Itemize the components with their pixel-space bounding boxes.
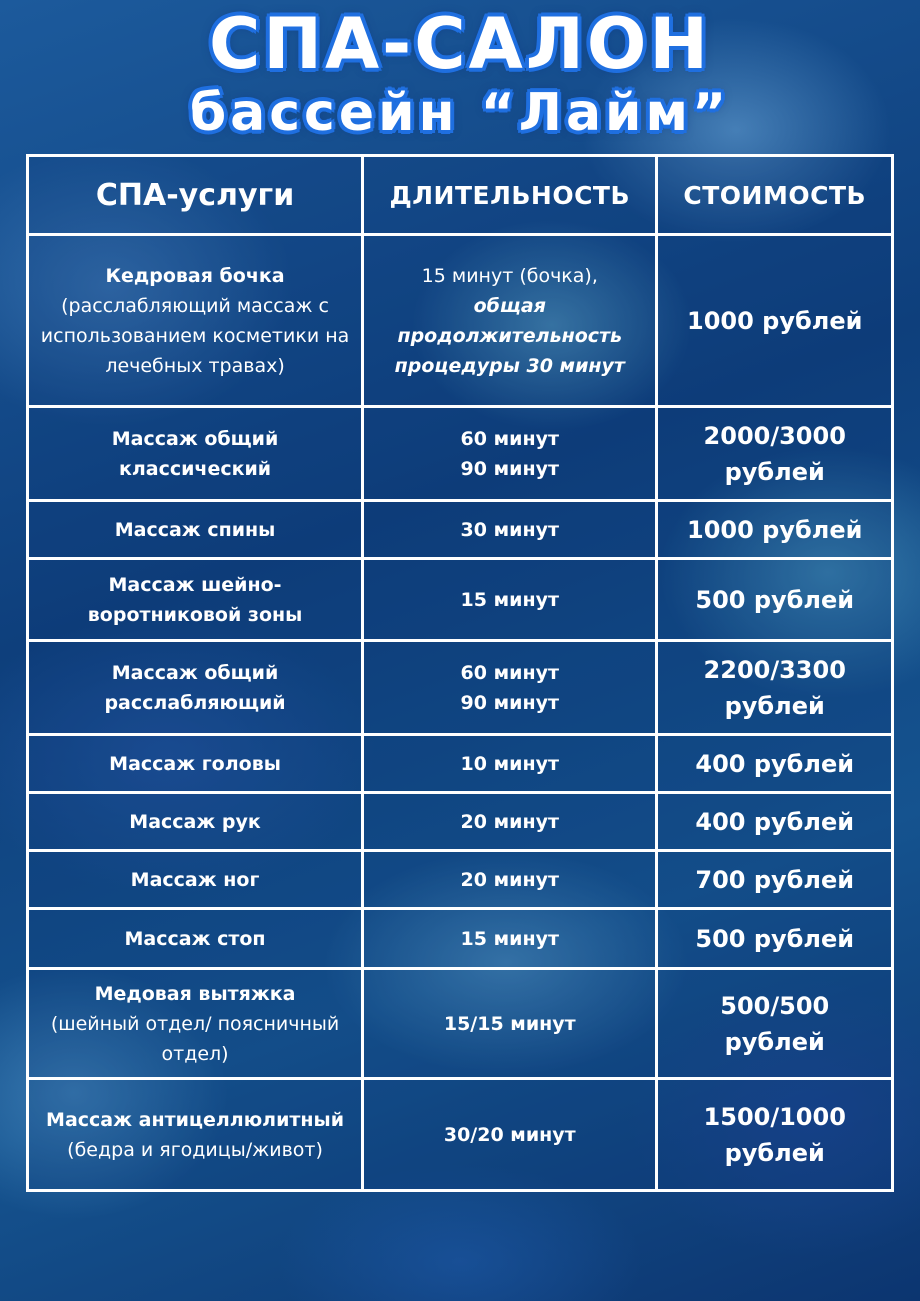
price-value: 700 рублей bbox=[695, 865, 855, 894]
service-cell bbox=[28, 641, 363, 735]
duration-value: 20 минут bbox=[460, 868, 559, 891]
price-cell bbox=[657, 969, 893, 1079]
price-cell bbox=[657, 793, 893, 851]
duration-cell bbox=[363, 407, 657, 501]
table-row bbox=[28, 851, 893, 909]
service-cell bbox=[28, 735, 363, 793]
service-cell bbox=[28, 501, 363, 559]
duration-cell bbox=[363, 559, 657, 641]
duration-cell bbox=[363, 969, 657, 1079]
service-name: Массаж шейно-воротниковой зоны bbox=[87, 573, 303, 626]
service-name: Массаж общий классический bbox=[111, 427, 279, 480]
duration-value: 30/20 минут bbox=[443, 1123, 576, 1146]
price-value: 2000/3000 рублей bbox=[703, 421, 846, 486]
price-table bbox=[26, 154, 894, 1192]
service-name: Кедровая бочка bbox=[105, 264, 285, 287]
duration-cell bbox=[363, 851, 657, 909]
duration-cell bbox=[363, 235, 657, 407]
price-value: 1000 рублей bbox=[687, 515, 863, 544]
column-header-price: СТОИМОСТЬ bbox=[657, 156, 893, 235]
duration-cell bbox=[363, 641, 657, 735]
duration-value: 30 минут bbox=[460, 518, 559, 541]
service-note: (шейный отдел/ поясничный отдел) bbox=[50, 1012, 340, 1065]
duration-note: общая продолжительность процедуры 30 минут bbox=[394, 294, 625, 377]
table-row bbox=[28, 559, 893, 641]
service-name: Массаж головы bbox=[109, 752, 281, 775]
table-row bbox=[28, 407, 893, 501]
price-cell bbox=[657, 641, 893, 735]
service-cell bbox=[28, 851, 363, 909]
price-value: 1500/1000 рублей bbox=[703, 1102, 846, 1167]
duration-value: 10 минут bbox=[460, 752, 559, 775]
service-note: (расслабляющий массаж с использованием косметики на лечебных травах) bbox=[40, 294, 350, 377]
table-row bbox=[28, 1079, 893, 1191]
price-value: 2200/3300 рублей bbox=[703, 655, 846, 720]
page-subtitle: бассейн “Лайм” bbox=[189, 83, 731, 143]
service-name: Медовая вытяжка bbox=[94, 982, 296, 1005]
column-header-service: СПА-услуги bbox=[28, 156, 363, 235]
price-value: 1000 рублей bbox=[687, 306, 863, 335]
table-row bbox=[28, 735, 893, 793]
service-cell bbox=[28, 559, 363, 641]
duration-value: 60 минут 90 минут bbox=[460, 661, 559, 714]
price-cell bbox=[657, 501, 893, 559]
duration-value: 15 минут (бочка), bbox=[421, 264, 598, 287]
service-name: Массаж антицеллюлитный bbox=[46, 1108, 345, 1131]
table-row bbox=[28, 793, 893, 851]
price-cell bbox=[657, 1079, 893, 1191]
duration-value: 15/15 минут bbox=[443, 1012, 576, 1035]
price-cell bbox=[657, 909, 893, 969]
table-row bbox=[28, 969, 893, 1079]
price-cell bbox=[657, 851, 893, 909]
table-header bbox=[28, 156, 893, 235]
service-name: Массаж рук bbox=[129, 810, 261, 833]
duration-cell bbox=[363, 501, 657, 559]
service-cell bbox=[28, 969, 363, 1079]
price-value: 500 рублей bbox=[695, 585, 855, 614]
table-body bbox=[28, 235, 893, 1191]
service-name: Массаж спины bbox=[114, 518, 276, 541]
service-note: (бедра и ягодицы/живот) bbox=[67, 1138, 323, 1161]
service-cell bbox=[28, 793, 363, 851]
service-name: Массаж стоп bbox=[124, 927, 266, 950]
service-cell bbox=[28, 235, 363, 407]
duration-cell bbox=[363, 1079, 657, 1191]
table-row bbox=[28, 235, 893, 407]
table-row bbox=[28, 909, 893, 969]
service-name: Массаж ног bbox=[130, 868, 260, 891]
price-value: 500 рублей bbox=[695, 924, 855, 953]
column-header-duration: ДЛИТЕЛЬНОСТЬ bbox=[363, 156, 657, 235]
duration-value: 15 минут bbox=[460, 927, 559, 950]
price-cell bbox=[657, 559, 893, 641]
price-cell bbox=[657, 407, 893, 501]
duration-cell bbox=[363, 793, 657, 851]
table-row bbox=[28, 501, 893, 559]
header-row bbox=[28, 156, 893, 235]
price-value: 500/500 рублей bbox=[720, 991, 830, 1056]
duration-value: 60 минут 90 минут bbox=[460, 427, 559, 480]
duration-cell bbox=[363, 735, 657, 793]
duration-cell bbox=[363, 909, 657, 969]
service-name: Массаж общий расслабляющий bbox=[104, 661, 286, 714]
price-cell bbox=[657, 735, 893, 793]
service-cell bbox=[28, 909, 363, 969]
table-row bbox=[28, 641, 893, 735]
price-cell bbox=[657, 235, 893, 407]
service-cell bbox=[28, 1079, 363, 1191]
price-value: 400 рублей bbox=[695, 749, 855, 778]
service-cell bbox=[28, 407, 363, 501]
duration-value: 15 минут bbox=[460, 588, 559, 611]
duration-value: 20 минут bbox=[460, 810, 559, 833]
page-title: СПА-САЛОН bbox=[209, 3, 711, 85]
price-value: 400 рублей bbox=[695, 807, 855, 836]
